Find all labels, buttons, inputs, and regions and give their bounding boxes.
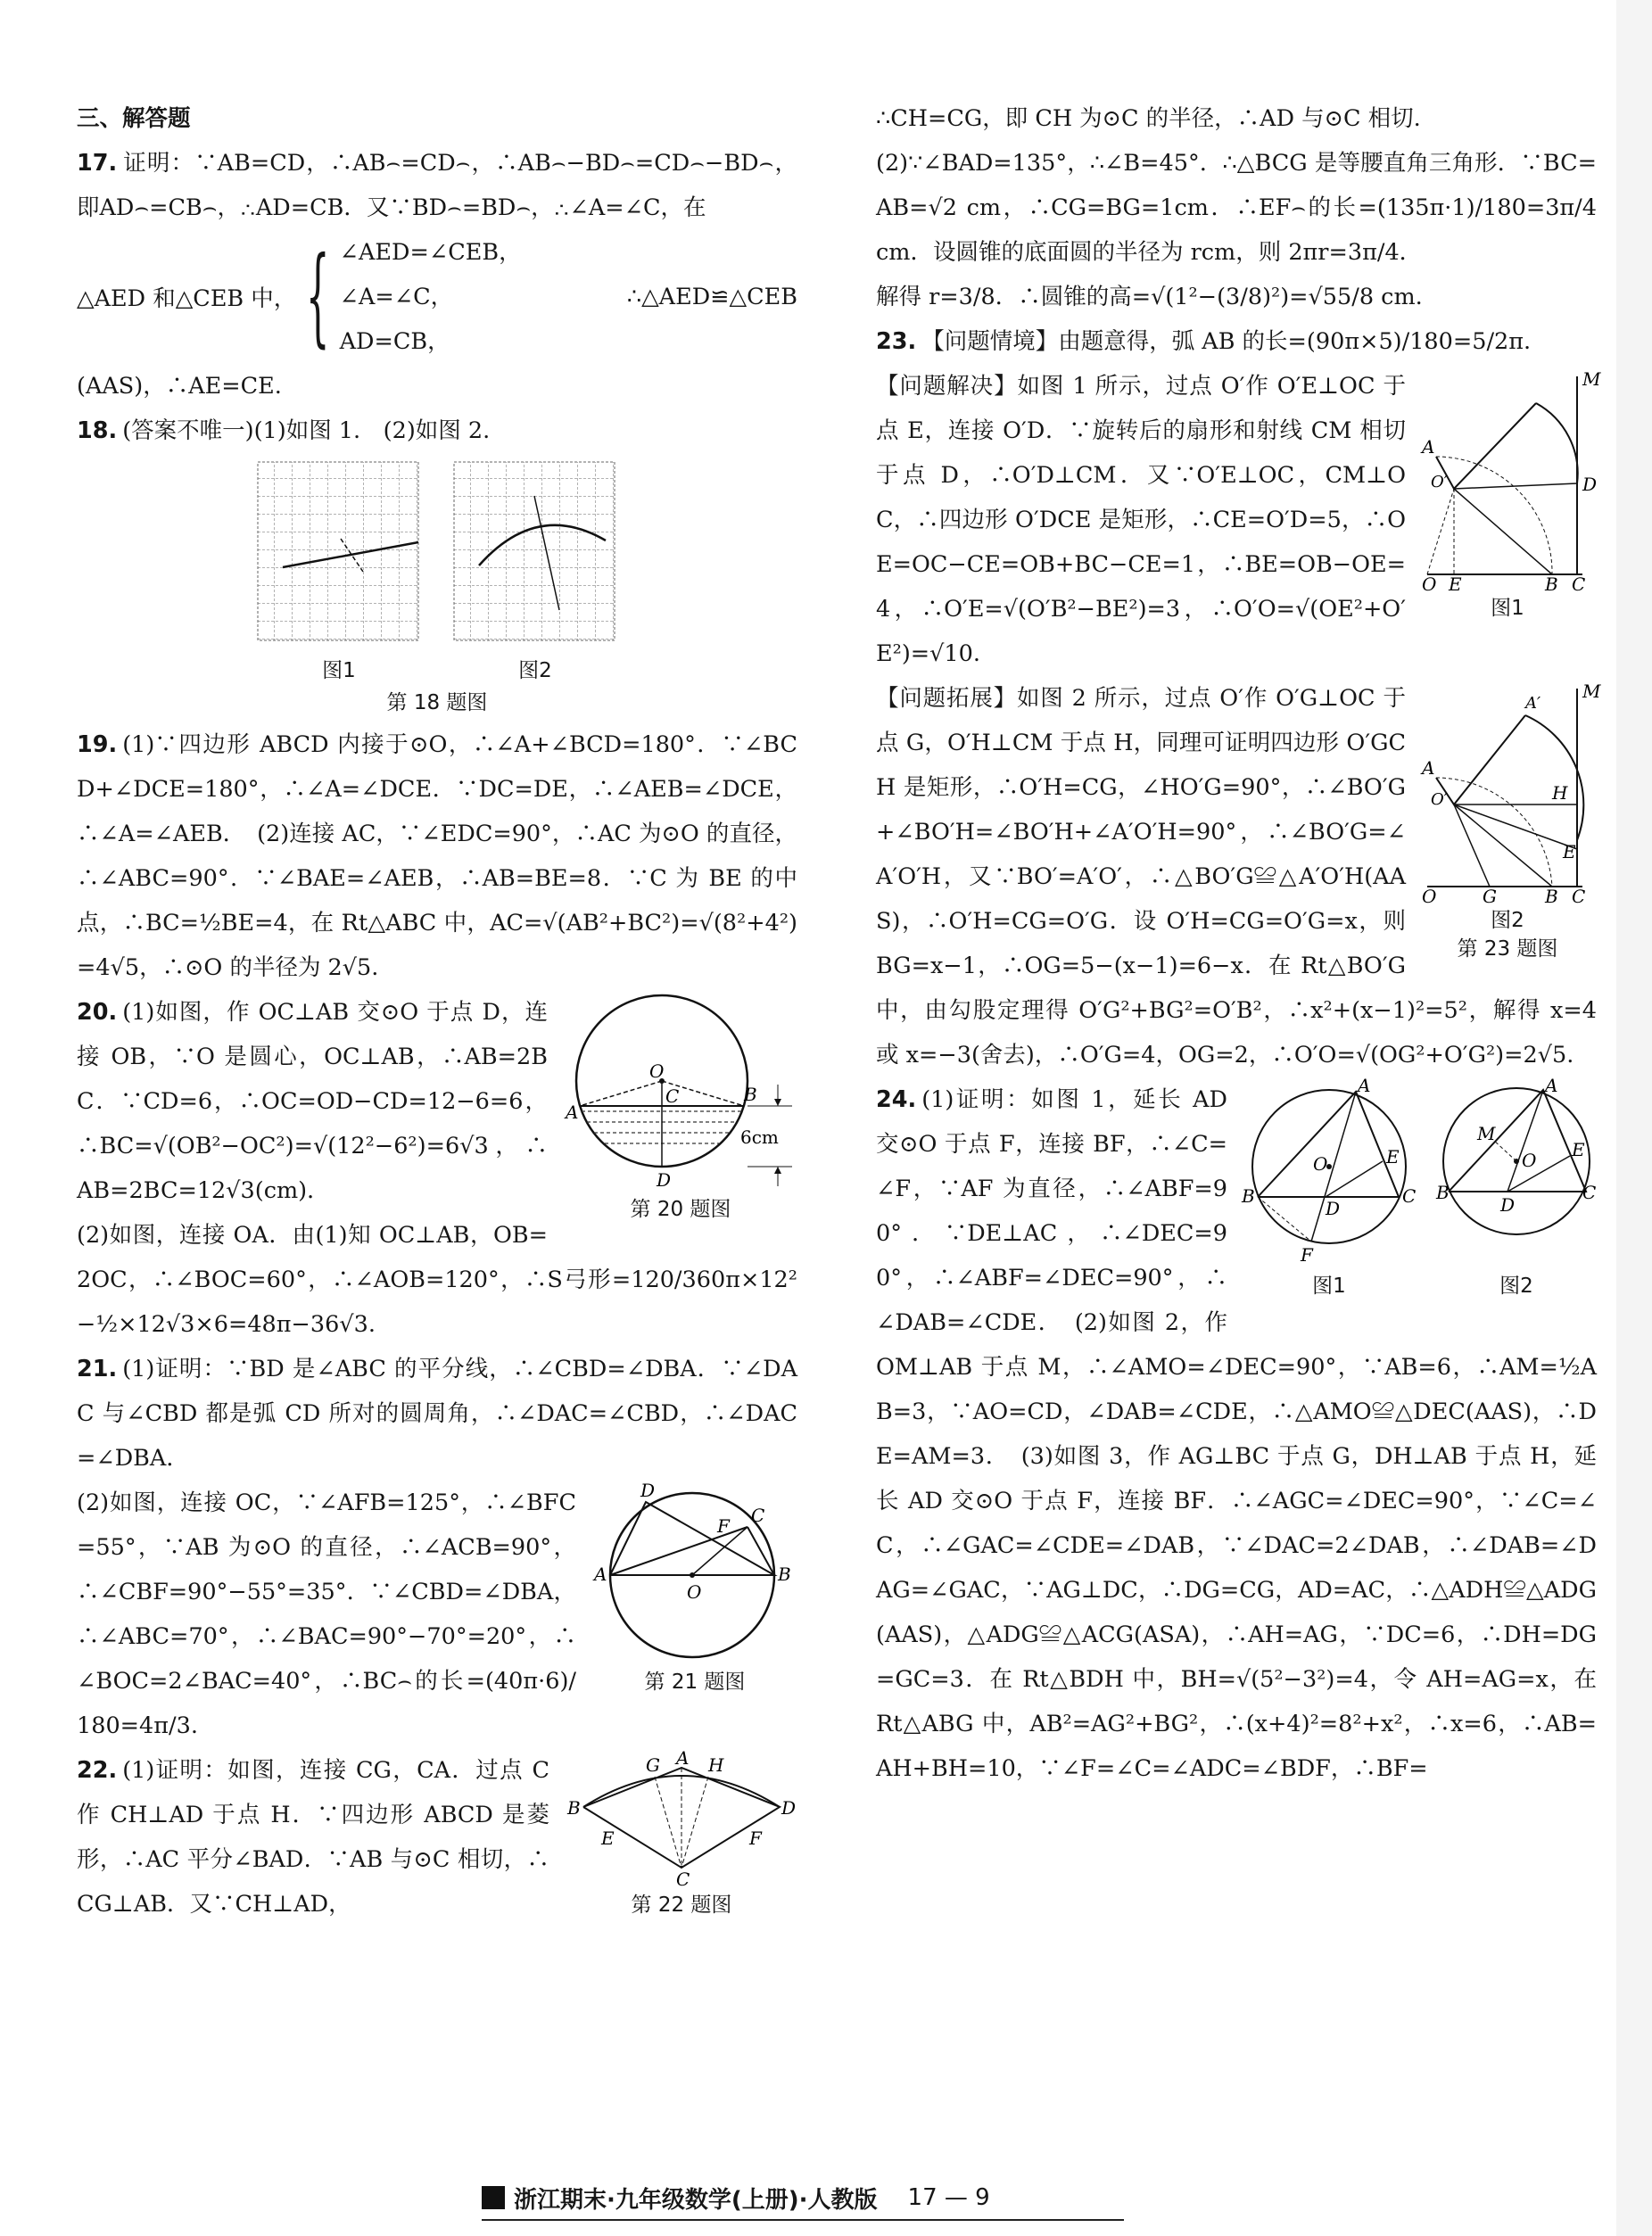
q24-f2-label-a: A (1545, 1075, 1558, 1096)
q19-text: (1)∵四边形 ABCD 内接于⊙O，∴∠A+∠BCD=180°．∵∠BCD+∠DCE=180°，∴∠A=∠DCE．∵DC=DE，∴∠AEB=∠DCE，∴∠A=∠AEB． (2)连接 AC，∵∠EDC=90°，∴AC 为⊙O 的直径，∴∠ABC=90°．∵∠BAE=∠AEB，∴AB=BE=8．∵C 为 BE 的中点，∴BC=½BE=4，在 Rt△ABC 中，AC=√(AB²+BC²)=√(8²+4²)=4√5，∴⊙O 的半径为 2√5. (77, 731, 797, 981)
q23-caption: 第 23 题图 (1457, 937, 1558, 961)
q17-pre: △AED 和△CEB 中， (77, 285, 297, 312)
q24-f2-label-b: B (1436, 1182, 1450, 1203)
q22-label-c: C (676, 1869, 690, 1890)
q23-f1-label-o: O (1422, 573, 1437, 595)
left-column (77, 96, 797, 1927)
q23-f2-label-b: B (1545, 886, 1558, 907)
q17-para3: (AAS)，∴AE=CE. (77, 373, 282, 400)
q22-label-a: A (676, 1747, 690, 1769)
q22-label-g: G (646, 1754, 660, 1776)
q21-label-b: B (778, 1564, 791, 1585)
q23-para3: 【问题拓展】如图 2 所示，过点 O′作 O′G⊥OC 于点 G，O′H⊥CM 于点 H，同理可证明四边形 O′GCH 是矩形，∴O′H=CG，∠HO′G=90°，∴∠BO′G+∠BO′H=∠BO′H+∠A′O′H=90°，∴∠BO′G=∠A′O′H，又∵BO′=A′O′，∴△BO′G≌△A′O′H(AAS)，∴O′H=CG=O′G．设 O′H=CG=O′G=x，则 BG=x−1，∴OG=5−(x−1)=6−x．在 Rt△BO′G 中，由勾股定理得 O′G²+BG²=O′B²，∴x²+(x−1)²=5²，解得 x=4 或 x=−3(舍去)，∴O′G=4，OG=2，∴O′O=√(OG²+O′G²)=2√5. (876, 685, 1597, 1068)
q19-number: 19. (77, 731, 118, 758)
q24-f2-label-c: C (1582, 1182, 1597, 1203)
q22-label-f: F (749, 1828, 762, 1849)
q23-fig1-svg (1418, 367, 1601, 595)
q17-para1 (77, 141, 797, 230)
q23-f1-label-a: A (1422, 436, 1435, 458)
q24-f1-label-b: B (1242, 1185, 1255, 1207)
q18-text: (答案不唯一)(1)如图 1. (2)如图 2. (122, 417, 491, 444)
q21-label-f: F (717, 1515, 730, 1537)
q20-label-c: C (665, 1085, 680, 1107)
q23-f1-label-b: B (1545, 573, 1558, 595)
q23-f2-label-o1: O′ (1431, 790, 1448, 809)
r22-para2: (2)∵∠BAD=135°，∴∠B=45°．∴△BCG 是等腰直角三角形．∵BC=AB=√2 cm，∴CG=BG=1cm．∴EF⌢的长=(135π·1)/180=3π/4 cm．设圆锥的底面圆的半径为 rcm，则 2πr=3π/4． (876, 150, 1597, 266)
q23-fig1 (1418, 367, 1601, 623)
q20-label-o: O (649, 1060, 665, 1082)
q20-caption: 第 20 题图 (630, 1198, 731, 1221)
q22-rhombus-svg (566, 1747, 797, 1890)
q24-f1-label-c: C (1402, 1185, 1417, 1207)
footer-square-icon (482, 2186, 505, 2209)
q18-fig1 (256, 460, 422, 685)
q24-f2-label-m: M (1477, 1123, 1496, 1144)
q20-circle-svg (564, 995, 797, 1192)
q24-f1-label-o: O (1313, 1153, 1328, 1175)
footer-page-number: 17 — 9 (907, 2184, 990, 2211)
q22-label-h: H (708, 1754, 724, 1776)
footer-rule (482, 2219, 1124, 2221)
q21-text1: (1)证明：∵BD 是∠ABC 的平分线，∴∠CBD=∠DBA．∵∠DAC 与∠CBD 都是弧 CD 所对的圆周角，∴∠DAC=∠CBD，∴∠DAC=∠DBA． (77, 1356, 797, 1472)
q21-label-c: C (751, 1505, 765, 1526)
q22-label-d: D (781, 1797, 797, 1819)
q18-figures (77, 460, 797, 685)
q24-f2-label-e: E (1572, 1139, 1585, 1160)
q20-text1: (1)如图，作 OC⊥AB 交⊙O 于点 D，连接 OB，∵O 是圆心，OC⊥AB，∴AB=2BC．∵CD=6，∴OC=OD−CD=12−6=6，∴BC=√(OB²−OC²)=√(12²−6²)=6√3，∴AB=2BC=12√3(cm)． (77, 999, 548, 1204)
q23-f2-label-o: O (1422, 886, 1437, 907)
q23-f1-label-d: D (1582, 474, 1598, 495)
q23-f2-label-e: E (1563, 841, 1576, 862)
q22-figure (566, 1747, 797, 1919)
q23-fig2-label: 图2 (1491, 909, 1524, 932)
q23-text1: 【问题情境】由题意得，弧 AB 的长=(90π×5)/180=5/2π. (921, 328, 1532, 355)
q24-fig1-svg (1240, 1075, 1418, 1268)
q24-f2-label-d: D (1500, 1194, 1516, 1216)
q24-f1-label-a: A (1358, 1075, 1371, 1096)
q22-label-e: E (601, 1828, 615, 1849)
q23-para2: 【问题解决】如图 1 所示，过点 O′作 O′E⊥OC 于点 E，连接 O′D．∵旋转后的扇形和射线 CM 相切于点 D，∴O′D⊥CM．又∵O′E⊥OC，CM⊥OC，∴四边形 O′DCE 是矩形，∴CE=O′D=5，∴OE=OC−CE=OB+BC−CE=1，∴BE=OB−OE=4，∴O′E=√(O′B²−BE²)=3，∴O′O=√(OE²+O′E²)=√10. (876, 373, 1406, 667)
q17-system (340, 230, 567, 364)
q23-f1-label-o1: O′ (1431, 473, 1448, 491)
q23-f2-label-a: A (1422, 757, 1435, 779)
q19-para (77, 722, 797, 990)
q18-grid1-svg (256, 460, 422, 653)
q23-f1-label-c: C (1572, 573, 1586, 595)
q21-number: 21. (77, 1356, 118, 1382)
footer-title: 浙江期末·九年级数学(上册)·人教版 (514, 2186, 878, 2214)
q24-f1-label-f: F (1301, 1244, 1313, 1266)
q18-grid2-svg (452, 460, 618, 653)
q24-f1-label-e: E (1386, 1146, 1400, 1168)
q20-number: 20. (77, 999, 118, 1026)
right-column (876, 96, 1601, 1791)
q24-f1-label-d: D (1326, 1198, 1341, 1219)
q20-label-b: B (744, 1084, 757, 1105)
q17-post: ∴△AED≌△CEB (626, 284, 797, 310)
q21-label-d: D (640, 1480, 656, 1501)
q23-number: 23. (876, 328, 917, 355)
r22-para3: 解得 r=3/8．∴圆锥的高=√(1²−(3/8)²)=√55/8 cm. (876, 284, 1423, 310)
q23-fig2-svg (1418, 680, 1601, 907)
q21-figure (592, 1480, 797, 1696)
q22-text: (1)证明：如图，连接 CG，CA．过点 C 作 CH⊥AD 于点 H．∵四边形 ABCD 是菱形，∴AC 平分∠BAD．∵AB 与⊙C 相切，∴CG⊥AB．又∵CH⊥AD， (77, 1757, 549, 1918)
q23-f1-label-e: E (1449, 573, 1462, 595)
q23-para1 (876, 319, 1597, 364)
q23-f2-label-a1: A′ (1525, 694, 1541, 713)
page-edge-shadow (1616, 0, 1652, 2236)
q20-figure (564, 995, 797, 1224)
q24-f2-label-o: O (1522, 1150, 1537, 1171)
q17-brace: { (306, 235, 330, 359)
q20-label-6cm: 6cm (740, 1126, 779, 1148)
page-footer (482, 2180, 1177, 2215)
q22-number: 22. (77, 1757, 118, 1784)
q24-number: 24. (876, 1086, 917, 1113)
q24-fig2-label: 图2 (1499, 1275, 1533, 1298)
q24-fig1 (1240, 1075, 1418, 1300)
q23-fig1-label: 图1 (1491, 597, 1524, 620)
q24-fig2 (1436, 1075, 1597, 1300)
q23-f2-label-h: H (1552, 782, 1568, 804)
section-title: 三、解答题 (77, 105, 191, 132)
q20-label-a: A (566, 1101, 579, 1123)
q18-fig1-label: 图1 (322, 659, 356, 682)
q21-label-a: A (594, 1564, 607, 1585)
q18-caption: 第 18 题图 (386, 691, 488, 714)
q24-fig2-svg (1436, 1075, 1597, 1268)
q23-fig2 (1418, 680, 1601, 963)
q23-f1-label-m: M (1582, 368, 1601, 390)
q24-fig1-label: 图1 (1312, 1275, 1346, 1298)
q20-para2: (2)如图，连接 OA．由(1)知 OC⊥AB，OB=2OC，∴∠BOC=60°，∴∠AOB=120°，∴S弓形=120/360π×12²−½×12√3×6=48π−36√3. (77, 1222, 797, 1338)
q21-para1 (77, 1347, 797, 1481)
q18-para (77, 408, 797, 453)
q18-fig2 (452, 460, 618, 685)
q21-para2: (2)如图，连接 OC，∵∠AFB=125°，∴∠BFC=55°，∵AB 为⊙O 的直径，∴∠ACB=90°，∴∠CBF=90°−55°=35°．∵∠CBD=∠DBA，∴∠ABC=70°，∴∠BAC=90°−70°=20°，∴∠BOC=2∠BAC=40°，∴BC⌢的长=(40π·6)/180=4π/3. (77, 1489, 576, 1739)
q17-number: 17. (77, 150, 118, 177)
q20-label-d: D (657, 1169, 672, 1191)
q23-f2-label-c: C (1572, 886, 1586, 907)
q22-caption: 第 22 题图 (631, 1894, 732, 1917)
q17-sys2: ∠A=∠C， (339, 284, 454, 310)
q18-number: 18. (77, 417, 118, 444)
q21-circle-svg (592, 1480, 797, 1664)
q17-text1: 证明：∵AB=CD，∴AB⌢=CD⌢，∴AB⌢−BD⌢=CD⌢−BD⌢，即AD⌢=CB⌢，∴AD=CB．又∵BD⌢=BD⌢，∴∠A=∠C，在 (77, 150, 797, 221)
q21-caption: 第 21 题图 (644, 1671, 746, 1694)
q18-fig2-label: 图2 (518, 659, 552, 682)
q17-system-row (77, 230, 797, 364)
q17-sys1: ∠AED=∠CEB， (339, 239, 522, 266)
r22-para1: ∴CH=CG，即 CH 为⊙C 的半径，∴AD 与⊙C 相切. (876, 105, 1421, 132)
q24-text1: (1)证明：如图 1，延长 AD 交⊙O 于点 F，连接 BF，∴∠C=∠F，∵AF 为直径，∴∠ABF=90°．∵DE⊥AC，∴∠DEC=90°，∴∠ABF=∠DEC=90°，∴∠DAB=∠CDE． (2)如图 2，作 OM⊥AB 于点 M，∴∠AMO=∠DEC=90°，∵AB=6，∴AM=½AB=3，∵AO=CD，∠DAB=∠CDE，∴△AMO≌△DEC(AAS)，∴DE=AM=3． (3)如图 3，作 AG⊥BC 于点 G，DH⊥AB 于点 H，延长 AD 交⊙O 于点 F，连接 BF．∴∠AGC=∠DEC=90°，∵∠C=∠C，∴∠GAC=∠CDE=∠DAB，∵∠DAC=2∠DAB，∴∠DAB=∠DAG=∠GAC，∵AG⊥DC，∴DG=CG，AD=AC，∴△ADH≌△ADG(AAS)，△ADG≌△ACG(ASA)，∴AH=AG，∵DC=6，∴DH=DG=GC=3．在 Rt△BDH 中，BH=√(5²−3²)=4，令 AH=AG=x，在 Rt△ABG 中，AB²=AG²+BG²，∴(x+4)²=8²+x²，∴x=6，∴AB=AH+BH=10，∵∠F=∠C=∠ADC=∠BDF，∴BF= (876, 1086, 1597, 1782)
q23-f2-label-g: G (1483, 886, 1497, 907)
q21-label-o: O (687, 1581, 702, 1603)
q17-sys3: AD=CB， (339, 328, 450, 355)
q22-label-b: B (567, 1797, 581, 1819)
q24-figures (1240, 1075, 1597, 1300)
q23-f2-label-m: M (1582, 681, 1601, 702)
